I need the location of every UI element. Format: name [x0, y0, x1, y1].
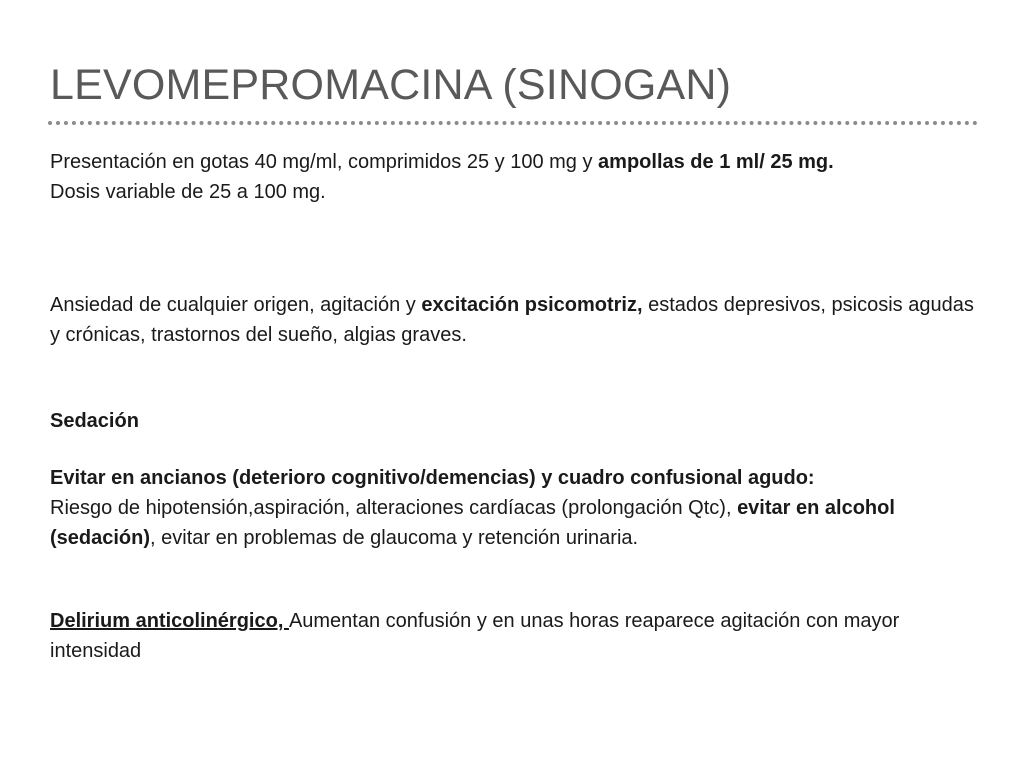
slide-title: LEVOMEPROMACINA (SINOGAN) — [50, 61, 732, 109]
dosage-text: Dosis variable de 25 a 100 mg. — [50, 181, 326, 203]
warnings-text-c: , evitar en problemas de glaucoma y retención urinaria. — [150, 527, 639, 549]
indications-paragraph — [50, 290, 975, 350]
delirium-text: Aumentan confusión y en unas horas reaparece agitación con mayor intensidad — [50, 610, 900, 662]
warnings-alcohol: evitar en alcohol (sedación) — [50, 497, 895, 549]
presentation-text: Presentación en gotas 40 mg/ml, comprimidos 25 y 100 mg y — [50, 151, 599, 173]
indications-bold: excitación psicomotriz, — [421, 294, 643, 316]
presentation-ampoules: ampollas de 1 ml/ 25 mg. — [598, 151, 834, 173]
indications-text-b: estados depresivos, psicosis agudas y crónicas, trastornos del sueño, algias graves. — [50, 294, 974, 346]
title-divider — [48, 121, 978, 125]
presentation-paragraph — [50, 147, 975, 207]
side-effect-paragraph — [50, 406, 975, 436]
warnings-text-a: Riesgo de hipotensión,aspiración, alteraciones cardíacas (prolongación Qtc), — [50, 497, 738, 519]
delirium-heading: Delirium anticolinérgico, — [50, 610, 289, 632]
delirium-paragraph — [50, 606, 975, 666]
warnings-heading: Evitar en ancianos (deterioro cognitivo/demencias) y cuadro confusional agudo: — [50, 467, 815, 489]
indications-text-a: Ansiedad de cualquier origen, agitación y — [50, 294, 422, 316]
side-effect-sedation: Sedación — [50, 410, 139, 432]
warnings-paragraph — [50, 463, 975, 553]
